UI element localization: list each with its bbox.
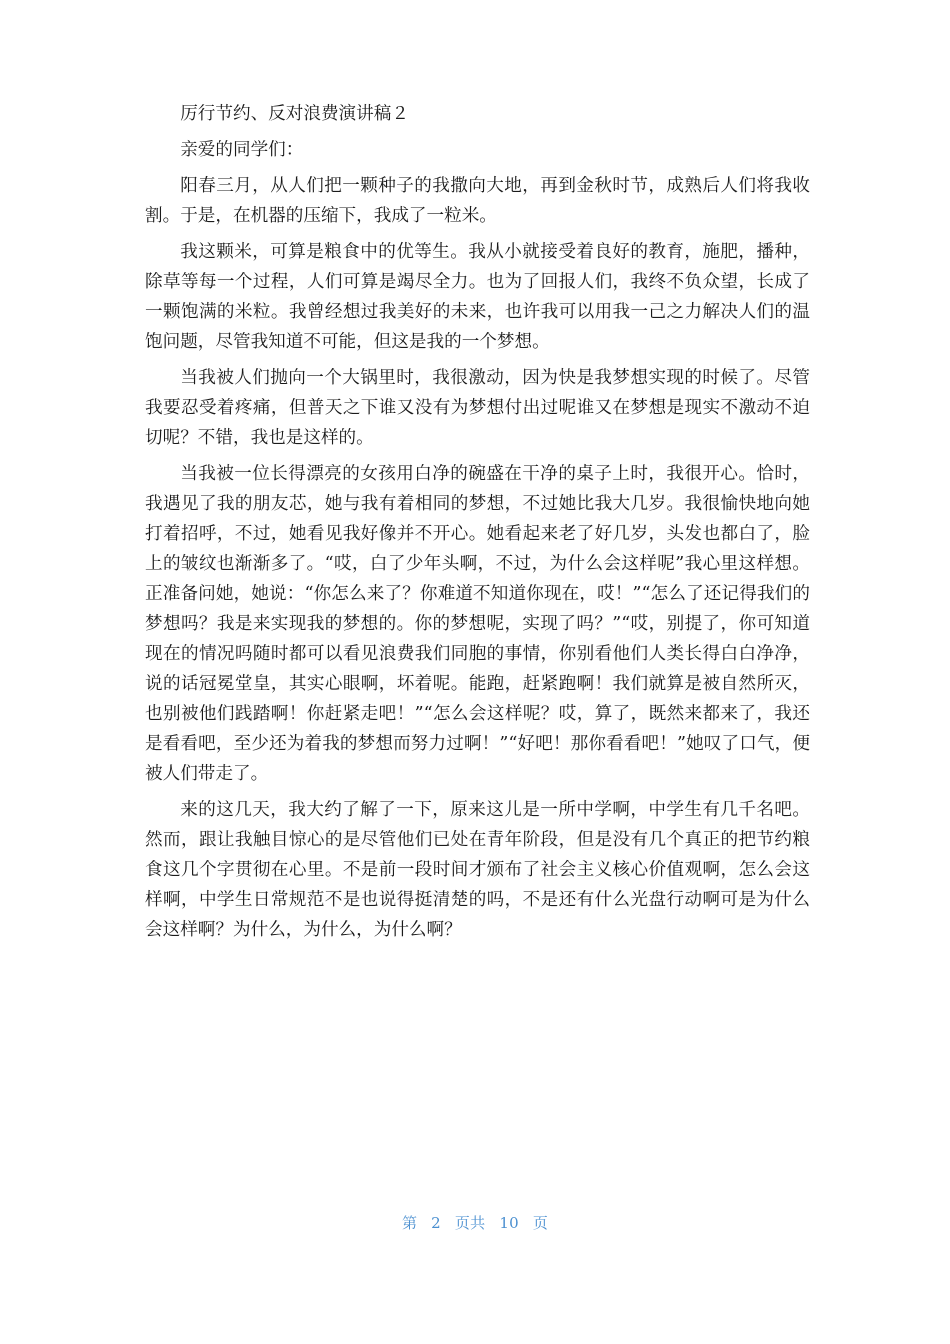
- salutation: 亲爱的同学们：: [180, 140, 304, 160]
- document-title: 厉行节约、反对浪费演讲稿２: [180, 104, 409, 124]
- document-body: [145, 99, 810, 951]
- footer-label-suffix: 页: [532, 1214, 549, 1232]
- paragraph: 阳春三月，从人们把一颗种子的我撒向大地，再到金秋时节，成熟后人们将我收割。于是，在机器的压缩下，我成了一粒米。: [145, 176, 810, 226]
- footer-label-middle: 页共: [454, 1214, 486, 1232]
- paragraph: 当我被一位长得漂亮的女孩用白净的碗盛在干净的桌子上时，我很开心。恰时，我遇见了我的朋友芯，她与我有着相同的梦想，不过她比我大几岁。我很愉快地向她打着招呼，不过，她看见我好像并不开心。她看起来老了好几岁，头发也都白了，脸上的皱纹也渐渐多了。“哎，白了少年头啊，不过，为什么会这样呢”我心里这样想。正准备问她，她说：“你怎么来了？你难道不知道你现在，哎！”“怎么了还记得我们的梦想吗？我是来实现我的梦想的。你的梦想呢，实现了吗？”“哎，别提了，你可知道现在的情况吗随时都可以看见浪费我们同胞的事情，你别看他们人类长得白白净净，说的话冠冕堂皇，其实心眼啊，坏着呢。能跑，赶紧跑啊！我们就算是被自然所灭，也别被他们践踏啊！你赶紧走吧！”“怎么会这样呢？哎，算了，既然来都来了，我还是看看吧，至少还为着我的梦想而努力过啊！”“好吧！那你看看吧！”她叹了口气，便被人们带走了。: [145, 464, 810, 784]
- paragraph: 来的这几天，我大约了解了一下，原来这儿是一所中学啊，中学生有几千名吧。然而，跟让我触目惊心的是尽管他们已处在青年阶段，但是没有几个真正的把节约粮食这几个字贯彻在心里。不是前一段时间才颁布了社会主义核心价值观啊，怎么会这样啊，中学生日常规范不是也说得挺清楚的吗，不是还有什么光盘行动啊可是为什么会这样啊？为什么，为什么，为什么啊？: [145, 800, 810, 940]
- paragraph: 我这颗米，可算是粮食中的优等生。我从小就接受着良好的教育，施肥，播种，除草等每一个过程，人们可算是竭尽全力。也为了回报人们，我终不负众望，长成了一颗饱满的米粒。我曾经想过我美好的未来，也许我可以用我一己之力解决人们的温饱问题，尽管我知道不可能，但这是我的一个梦想。: [145, 242, 810, 352]
- current-page-number: 2: [431, 1214, 441, 1232]
- page-footer: [0, 1212, 950, 1233]
- total-pages-number: 10: [499, 1214, 519, 1232]
- footer-label-prefix: 第: [401, 1214, 418, 1232]
- paragraph: 当我被人们抛向一个大锅里时，我很激动，因为快是我梦想实现的时候了。尽管我要忍受着疼痛，但普天之下谁又没有为梦想付出过呢谁又在梦想是现实不激动不迫切呢？不错，我也是这样的。: [145, 368, 810, 448]
